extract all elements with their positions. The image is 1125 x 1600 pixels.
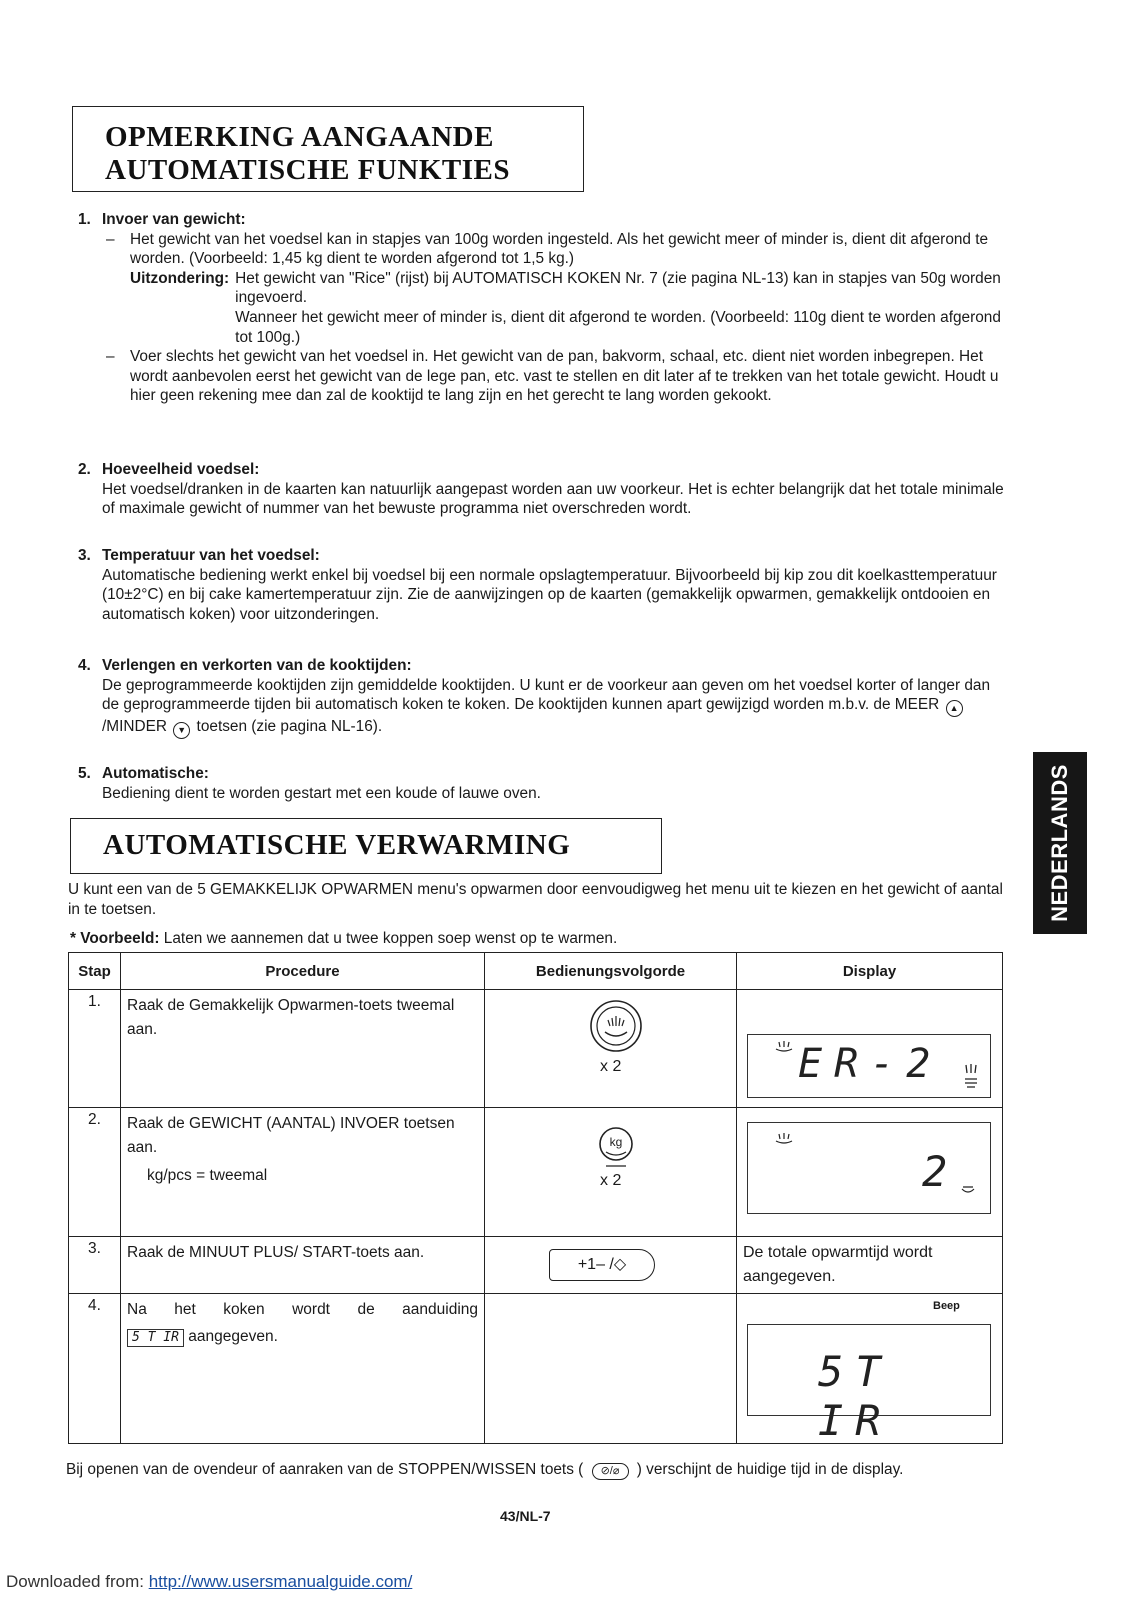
heading-heating-box	[70, 818, 662, 874]
note-3-title: Temperatuur van het voedsel:	[102, 547, 320, 564]
note-1-number: 1.	[78, 211, 91, 228]
footnote	[66, 1458, 1006, 1482]
col-header-sequence: Bedienungsvolgorde	[485, 953, 737, 990]
step-procedure: Raak de GEWICHT (AANTAL) INVOER toetsen aan.	[127, 1115, 455, 1156]
table-row	[69, 1237, 1003, 1294]
note-5	[78, 764, 1008, 803]
table-row	[69, 990, 1003, 1108]
language-side-tab-label: NEDERLANDS	[1047, 764, 1072, 922]
footer-prefix: Downloaded from:	[6, 1572, 149, 1591]
exception-text-1: Het gewicht van "Rice" (rijst) bij AUTOMATISCH KOKEN Nr. 7 (zie pagina NL-13) kan in stapjes van 50g worden ingevoerd.	[235, 269, 1001, 307]
step-number: 2.	[69, 1108, 121, 1237]
heading-notes-line2: AUTOMATISCHE FUNKTIES	[105, 154, 511, 186]
note-2-number: 2.	[78, 461, 91, 478]
lcd-display	[747, 1324, 991, 1445]
table-row	[69, 1108, 1003, 1237]
note-4-text-c: toetsen (zie pagina NL-16).	[196, 718, 383, 736]
note-4-number: 4.	[78, 657, 91, 674]
weight-indicator-icon	[960, 1183, 976, 1195]
step-procedure-line2	[121, 1326, 484, 1348]
step-operation-empty	[485, 1294, 737, 1444]
exception-label: Uitzondering:	[130, 269, 230, 287]
stop-clear-key: ⊘/⌀	[592, 1463, 629, 1480]
stir-display-inline: 5 T IR	[127, 1329, 184, 1347]
press-count: x 2	[600, 1172, 622, 1189]
col-header-step: Stap	[69, 953, 121, 990]
note-1-exception	[130, 269, 1008, 347]
step-operation	[485, 1237, 737, 1294]
table-header-row	[69, 953, 1003, 990]
table-row	[69, 1294, 1003, 1444]
note-1	[78, 210, 1008, 406]
col-header-display: Display	[737, 953, 1003, 990]
step-number: 3.	[69, 1237, 121, 1294]
easy-reheat-key-icon	[588, 998, 644, 1054]
footnote-text-a: Bij openen van de ovendeur of aanraken van de STOPPEN/WISSEN toets (	[66, 1461, 584, 1478]
note-4-text-a: De geprogrammeerde kooktijden zijn gemiddelde kooktijden. U kunt er de voorkeur aan geven om het voedsel korter of langer dan de geprogrammeerde tijden bii automatisch koken te koken. De kooktijden kunnen apart gewijzigd worden m.b.v. de MEER	[102, 676, 991, 714]
beep-label: Beep	[933, 1300, 960, 1312]
col-header-procedure: Procedure	[121, 953, 485, 990]
footer-link[interactable]: http://www.usersmanualguide.com/	[148, 1572, 413, 1591]
note-1-dash-2: – Voer slechts het gewicht van het voedsel in. Het gewicht van de pan, bakvorm, schaal, etc. dient niet worden inbegrepen. Het wordt aanbevolen eerst het gewicht van de lege pan, etc. vast te stellen en dit later af te trekken van het totale gewicht. Houdt u hier geen rekening mee dan zal de kooktijd te lang zijn en het gerecht te lang worden gekookt.	[102, 347, 1008, 406]
step-procedure: Na het koken wordt de aanduiding	[127, 1301, 478, 1318]
example-prefix: * Voorbeeld:	[70, 930, 160, 947]
footnote-text-b: ) verschijnt de huidige tijd in de display.	[636, 1461, 904, 1478]
step-procedure: Raak de Gemakkelijk Opwarmen-toets tweemal aan.	[127, 997, 455, 1038]
less-down-icon: ▼	[173, 722, 190, 739]
display-cell	[737, 1294, 1003, 1444]
note-3-number: 3.	[78, 547, 91, 564]
example-text: Laten we aannemen dat u twee koppen soep wenst op te warmen.	[163, 930, 618, 947]
step-operation	[485, 990, 737, 1108]
reheat-indicator-icon	[774, 1131, 794, 1145]
reheat-indicator-icon	[774, 1039, 794, 1053]
heading-heating: AUTOMATISCHE VERWARMING	[103, 829, 571, 861]
language-side-tab	[1033, 752, 1087, 934]
more-up-icon: ▲	[946, 700, 963, 717]
note-5-number: 5.	[78, 765, 91, 782]
lcd-readout: 5T IR	[818, 1347, 893, 1445]
svg-text:kg: kg	[609, 1135, 623, 1149]
note-4-text-b: /MINDER	[102, 718, 167, 736]
heading-notes-line1: OPMERKING AANGAANDE	[105, 121, 494, 153]
note-1-dash-1: – Het gewicht van het voedsel kan in stapjes van 100g worden ingesteld. Als het gewicht meer of minder is, dient dit afgerond te worden. (Voorbeeld: 1,45 kg dient te worden afgerond tot 1,5 kg.)	[102, 230, 1008, 269]
display-message: De totale opwarmtijd wordt aangegeven.	[743, 1244, 933, 1285]
note-3	[78, 546, 1008, 624]
note-1-title: Invoer van gewicht:	[102, 211, 246, 228]
lcd-readout: ER-2	[798, 1041, 943, 1087]
page-number: 43/NL-7	[500, 1508, 551, 1524]
minute-plus-start-key: +1‒ /◇	[549, 1249, 655, 1281]
display-cell	[737, 1108, 1003, 1237]
steam-icon	[962, 1063, 980, 1093]
step-procedure: Raak de MINUUT PLUS/ START-toets aan.	[127, 1244, 425, 1261]
note-3-text: Automatische bediening werkt enkel bij voedsel bij een normale opslagtemperatuur. Bijvoorbeeld bij kip zou dit koelkasttemperatuur (10±2°C) en bij cake kamertemperatuur zijn. Zie de aanwijzingen op de kaarten (gemakkelijk opwarmen, gemakkelijk ontdooien en automatisch koken) voor uitzonderingen.	[102, 566, 997, 623]
note-2-title: Hoeveelheid voedsel:	[102, 461, 260, 478]
note-5-text: Bediening dient te worden gestart met een koude of lauwe oven.	[102, 784, 541, 802]
press-count: x 2	[600, 1058, 622, 1075]
step-operation	[485, 1108, 737, 1237]
download-footer	[6, 1572, 412, 1592]
lcd-display	[747, 1122, 991, 1214]
lcd-readout: 2	[922, 1147, 960, 1196]
note-4-text	[102, 676, 1008, 740]
step-procedure-suffix: aangegeven.	[188, 1328, 278, 1345]
intro-text: U kunt een van de 5 GEMAKKELIJK OPWARMEN menu's opwarmen door eenvoudigweg het menu uit te kiezen en het gewicht of aantal in te toetsen.	[68, 881, 1003, 918]
step-number: 4.	[69, 1294, 121, 1444]
note-5-title: Automatische:	[102, 765, 209, 782]
lcd-display	[747, 1034, 991, 1098]
steps-table	[68, 952, 1003, 1444]
weight-key-icon	[598, 1126, 634, 1170]
note-4-title: Verlengen en verkorten van de kooktijden:	[102, 657, 412, 674]
example-line	[70, 930, 617, 948]
display-cell	[737, 990, 1003, 1108]
note-2	[78, 460, 1008, 519]
note-2-text: Het voedsel/dranken in de kaarten kan natuurlijk aangepast worden aan uw voorkeur. Het is echter belangrijk dat het totale minimale of maximale gewicht of nummer van het bewuste programma niet overschreden wordt.	[102, 480, 1004, 518]
heading-notes-box	[72, 106, 584, 192]
exception-text-2: Wanneer het gewicht meer of minder is, dient dit afgerond te worden. (Voorbeeld: 110g dient te worden afgerond tot 100g.)	[235, 308, 1001, 346]
step-procedure-detail: kg/pcs = tweemal	[147, 1167, 268, 1184]
note-4	[78, 656, 1008, 739]
step-number: 1.	[69, 990, 121, 1108]
